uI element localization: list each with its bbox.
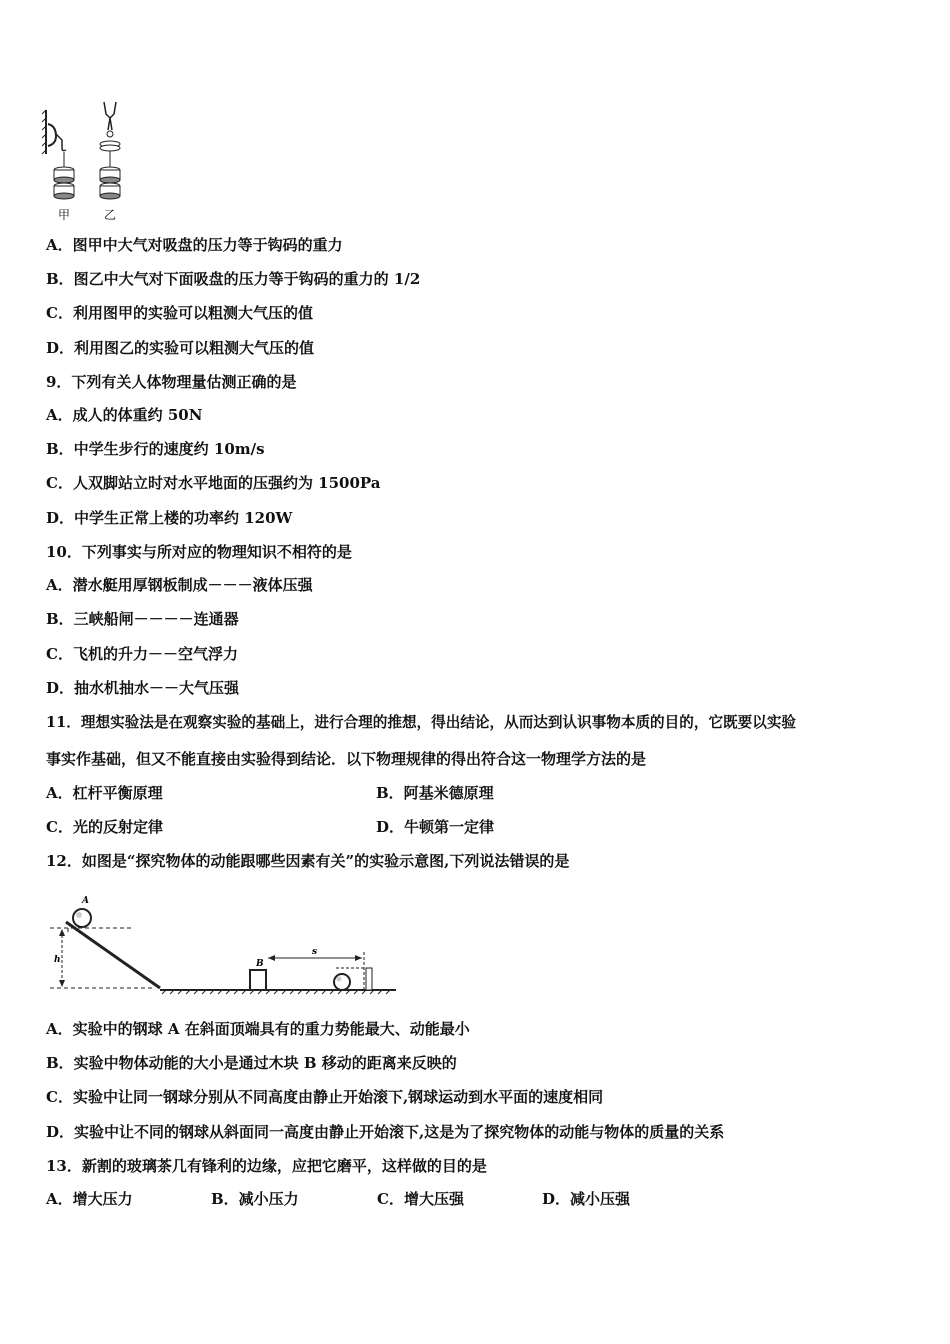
q10-option-a: A．潜水艇用厚钢板制成－－－液体压强 bbox=[46, 576, 313, 594]
q10-option-b: B．三峡船闸－－－－连通器 bbox=[46, 610, 239, 628]
q10-stem: 10．下列事实与所对应的物理知识不相符的是 bbox=[46, 543, 352, 561]
q12-option-b: B．实验中物体动能的大小是通过木块 B 移动的距离来反映的 bbox=[46, 1054, 457, 1072]
suction-cup-figure bbox=[40, 96, 140, 226]
q8-option-a: A．图甲中大气对吸盘的压力等于钩码的重力 bbox=[46, 236, 343, 254]
suction-cup-diagram bbox=[40, 96, 140, 226]
q11-option-b: B．阿基米德原理 bbox=[376, 784, 494, 802]
q11-stem-line2: 事实作基础，但又不能直接由实验得到结论．以下物理规律的得出符合这一物理学方法的是 bbox=[46, 750, 647, 768]
incline-ball-diagram bbox=[44, 892, 404, 1002]
q12-option-c: C．实验中让同一钢球分别从不同高度由静止开始滚下,钢球运动到水平面的速度相同 bbox=[46, 1088, 604, 1106]
label-h: h bbox=[54, 955, 61, 965]
q11-option-a: A．杠杆平衡原理 bbox=[46, 784, 163, 802]
label-a: A bbox=[82, 896, 89, 906]
q13-option-d: D．减小压强 bbox=[542, 1190, 631, 1208]
q9-option-d: D．中学生正常上楼的功率约 120W bbox=[46, 509, 293, 527]
q13-option-c: C．增大压强 bbox=[377, 1190, 464, 1208]
q13-option-a: A．增大压力 bbox=[46, 1190, 133, 1208]
figure-label-jia: 甲 bbox=[58, 208, 71, 222]
q11-stem-line1: 11．理想实验法是在观察实验的基础上，进行合理的推想，得出结论，从而达到认识事物本质的目的，它既要以实验 bbox=[46, 714, 797, 731]
q12-stem: 12．如图是“探究物体的动能跟哪些因素有关”的实验示意图,下列说法错误的是 bbox=[46, 852, 570, 870]
label-s: s bbox=[312, 947, 318, 957]
q11-option-d: D．牛顿第一定律 bbox=[376, 818, 495, 836]
q10-option-d: D．抽水机抽水－－大气压强 bbox=[46, 679, 240, 697]
q9-option-c: C．人双脚站立时对水平地面的压强约为 1500Pa bbox=[46, 474, 381, 492]
q12-option-a: A．实验中的钢球 A 在斜面顶端具有的重力势能最大、动能最小 bbox=[46, 1020, 470, 1038]
q13-stem: 13．新割的玻璃茶几有锋利的边缘，应把它磨平，这样做的目的是 bbox=[46, 1157, 487, 1175]
label-b: B bbox=[256, 959, 264, 969]
q9-option-a: A．成人的体重约 50N bbox=[46, 406, 203, 424]
q8-option-b: B．图乙中大气对下面吸盘的压力等于钩码的重力的 1/2 bbox=[46, 270, 421, 288]
kinetic-energy-figure bbox=[44, 892, 404, 1002]
q13-option-b: B．减小压力 bbox=[211, 1190, 299, 1208]
q9-stem: 9．下列有关人体物理量估测正确的是 bbox=[46, 373, 297, 391]
figure-label-yi: 乙 bbox=[104, 208, 117, 222]
q9-option-b: B．中学生步行的速度约 10m/s bbox=[46, 440, 265, 458]
q8-option-d: D．利用图乙的实验可以粗测大气压的值 bbox=[46, 339, 315, 357]
q12-option-d: D．实验中让不同的钢球从斜面同一高度由静止开始滚下,这是为了探究物体的动能与物体的质量的关系 bbox=[46, 1123, 725, 1141]
q8-option-c: C．利用图甲的实验可以粗测大气压的值 bbox=[46, 304, 313, 322]
q10-option-c: C．飞机的升力－－空气浮力 bbox=[46, 645, 238, 663]
q11-option-c: C．光的反射定律 bbox=[46, 818, 163, 836]
